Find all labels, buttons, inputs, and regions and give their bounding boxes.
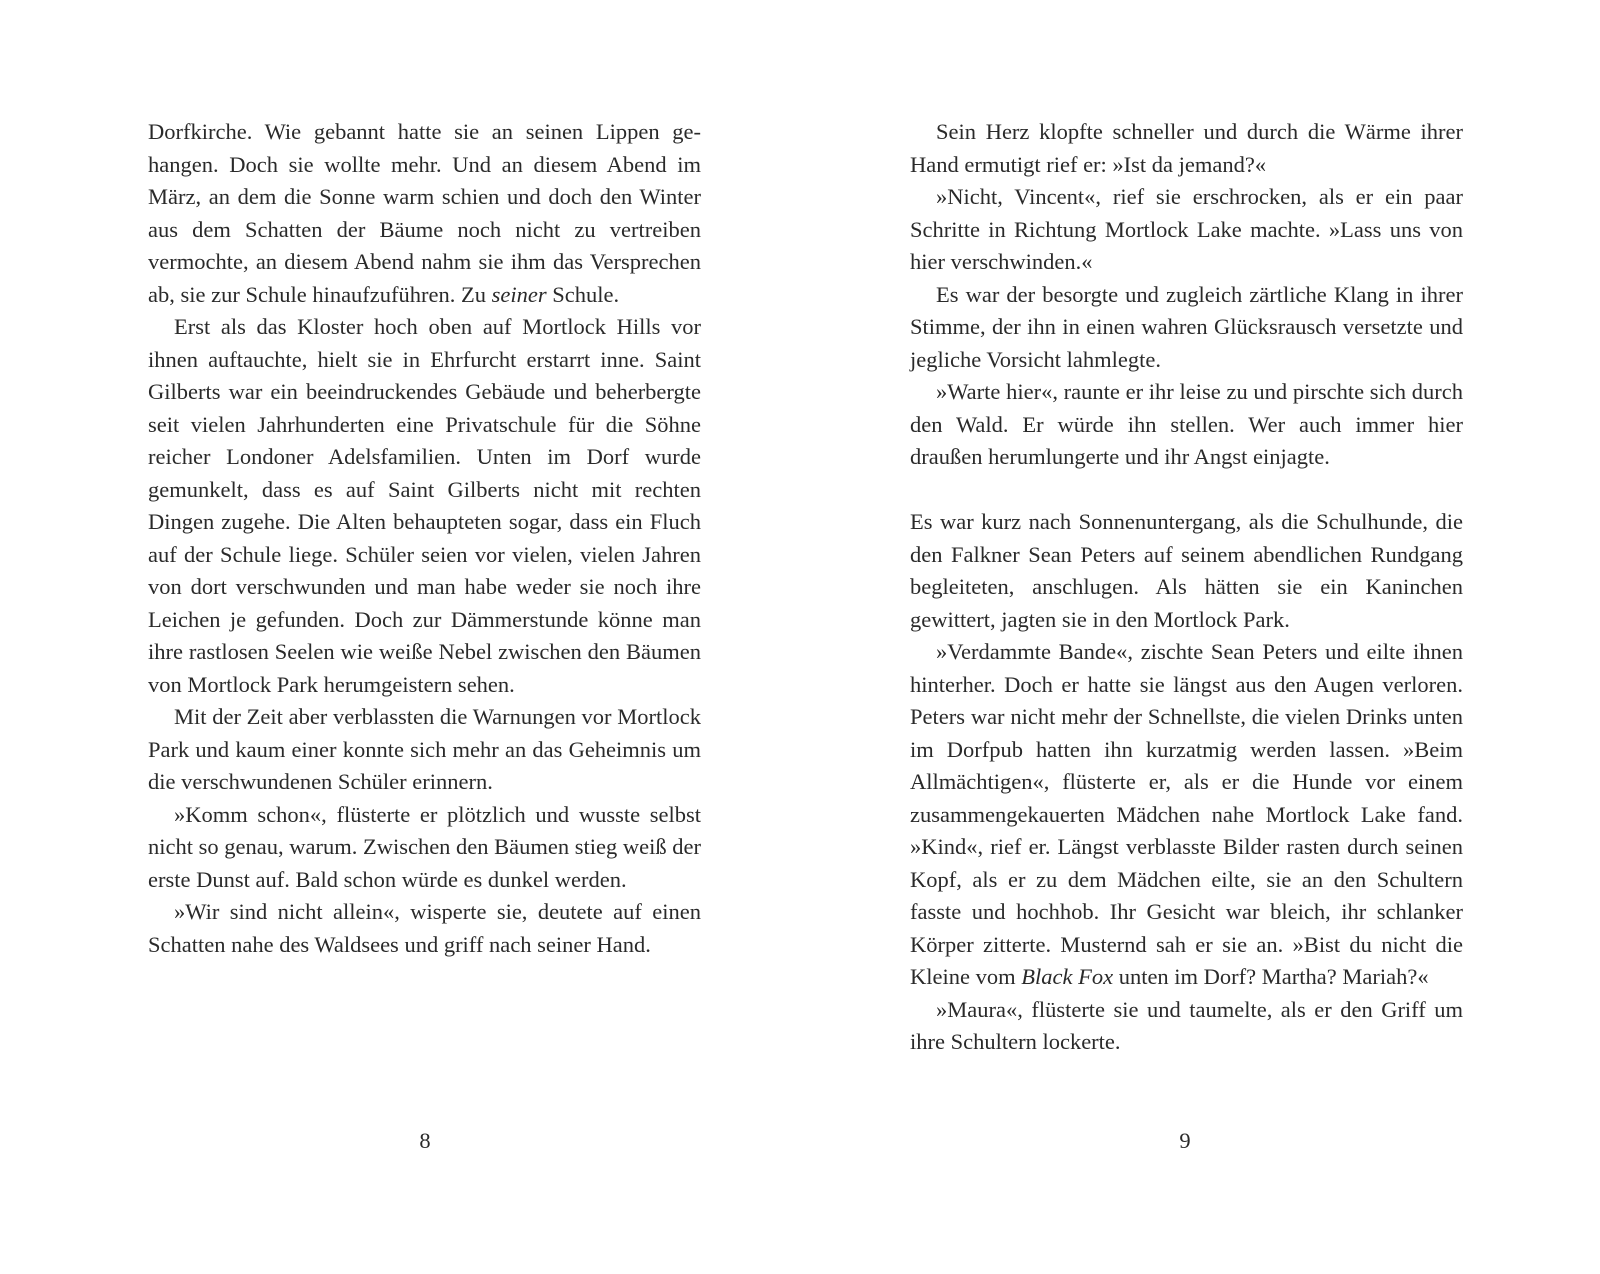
- paragraph-text: »Maura«, flüsterte sie und taumelte, als er den Griff um ihre Schultern lockerte.: [910, 996, 1463, 1054]
- paragraph: [910, 116, 1463, 181]
- paragraph-text: Mit der Zeit aber verblassten die Warnungen vor Mortlock Park und kaum einer konnte sich mehr an das Geheimnis um die verschwundenen Schüler erinnern.: [148, 704, 701, 794]
- paragraph: [910, 506, 1463, 636]
- paragraph: [148, 896, 701, 961]
- paragraph: [148, 799, 701, 897]
- paragraph: [148, 116, 701, 311]
- paragraph: [910, 636, 1463, 994]
- paragraph: [910, 994, 1463, 1059]
- right-page: [910, 116, 1463, 1059]
- paragraph: [910, 279, 1463, 377]
- italic-text: Black Fox: [1021, 964, 1114, 989]
- paragraph: [910, 181, 1463, 279]
- paragraph-text: »Nicht, Vincent«, rief sie erschrocken, als er ein paar Schritte in Richtung Mortlock Lake machte. »Lass uns von hier verschwinden.«: [910, 184, 1463, 274]
- paragraph-text: Dorfkirche. Wie gebannt hatte sie an seinen Lippen gehangen. Doch sie wollte mehr. Und an diesem Abend im März, an dem die Sonne warm schien und doch den Winter aus dem Schatten der Bäume noch nicht zu vertreiben vermochte, an diesem Abend nahm sie ihm das Versprechen ab, sie zur Schule hinaufzuführen. Zu: [148, 119, 701, 307]
- right-page-text: [910, 116, 1463, 1059]
- paragraph-text: »Wir sind nicht allein«, wisperte sie, deutete auf einen Schatten nahe des Waldsees und griff nach seiner Hand.: [148, 899, 701, 957]
- paragraph-text: Es war kurz nach Sonnenuntergang, als die Schulhunde, die den Falkner Sean Peters auf seinem abendlichen Rundgang begleiteten, anschlugen. Als hätten sie ein Kaninchen gewittert, jagten sie in den Mortlock Park.: [910, 509, 1463, 632]
- paragraph-text: »Komm schon«, flüsterte er plötzlich und wusste selbst nicht so genau, warum. Zwischen den Bäumen stieg weiß der erste Dunst auf. Bald schon würde es dunkel werden.: [148, 801, 701, 892]
- paragraph-text: Erst als das Kloster hoch oben auf Mortlock Hills vor ihnen auftauchte, hielt sie in Ehrfurcht erstarrt inne. Saint Gilberts war ein beeindruckendes Gebäude und beherbergte seit vielen Jahrhunderten eine Privatschule für die Söhne reicher Londoner Adelsfamilien. Unten im Dorf wurde gemunkelt, dass es auf Saint Gilberts nicht mit rechten Dingen zugehe. Die Alten behaupteten sogar, dass ein Fluch auf der Schule liege. Schüler seien vor vielen, vielen Jahren von dort verschwunden und man habe weder sie noch ihre Leichen je gefunden. Doch zur Dämmerstunde könne man ihre rastlosen Seelen wie weiße Nebel zwischen den Bäumen von Mortlock Park herumgeistern sehen.: [148, 314, 701, 697]
- paragraph-text: »Verdammte Bande«, zischte Sean Peters und eilte ihnen hinterher. Doch er hatte sie längst aus den Augen verloren. Peters war nicht mehr der Schnellste, die vielen Drinks unten im Dorfpub hatten ihn kurzatmig werden lassen. »Beim Allmächtigen«, flüsterte er, als er die Hunde vor einem zusammengekauerten Mädchen nahe Mortlock Lake fand. »Kind«, rief er. Längst verblasste Bilder rasten durch seinen Kopf, als er zu dem Mädchen eilte, sie an den Schultern fasste und hochhob. Ihr Gesicht war bleich, ihr schlanker Körper zitterte. Musternd sah er sie an. »Bist du nicht die Kleine vom: [910, 639, 1463, 989]
- page-number-left: 8: [419, 1128, 431, 1153]
- page-number-right: 9: [1179, 1128, 1191, 1153]
- paragraph: [148, 311, 701, 701]
- left-page: [148, 116, 701, 961]
- paragraph-text: Sein Herz klopfte schneller und durch die Wärme ihrer Hand ermutigt rief er: »Ist da jemand?«: [910, 119, 1463, 177]
- paragraph: [910, 376, 1463, 474]
- section-break: [910, 474, 1463, 507]
- paragraph-text: Schule.: [546, 281, 620, 307]
- paragraph-text: unten im Dorf? Martha? Mariah?«: [1113, 964, 1429, 989]
- italic-text: seiner: [491, 281, 547, 307]
- paragraph: [148, 701, 701, 799]
- paragraph-text: »Warte hier«, raunte er ihr leise zu und pirschte sich durch den Wald. Er würde ihn stellen. Wer auch immer hier draußen herumlungerte und ihr Angst einjagte.: [910, 379, 1463, 469]
- left-page-text: [148, 116, 701, 961]
- paragraph-text: Es war der besorgte und zugleich zärtliche Klang in ihrer Stimme, der ihn in einen wahren Glücksrausch versetzte und jegliche Vorsicht lahmlegte.: [910, 281, 1463, 372]
